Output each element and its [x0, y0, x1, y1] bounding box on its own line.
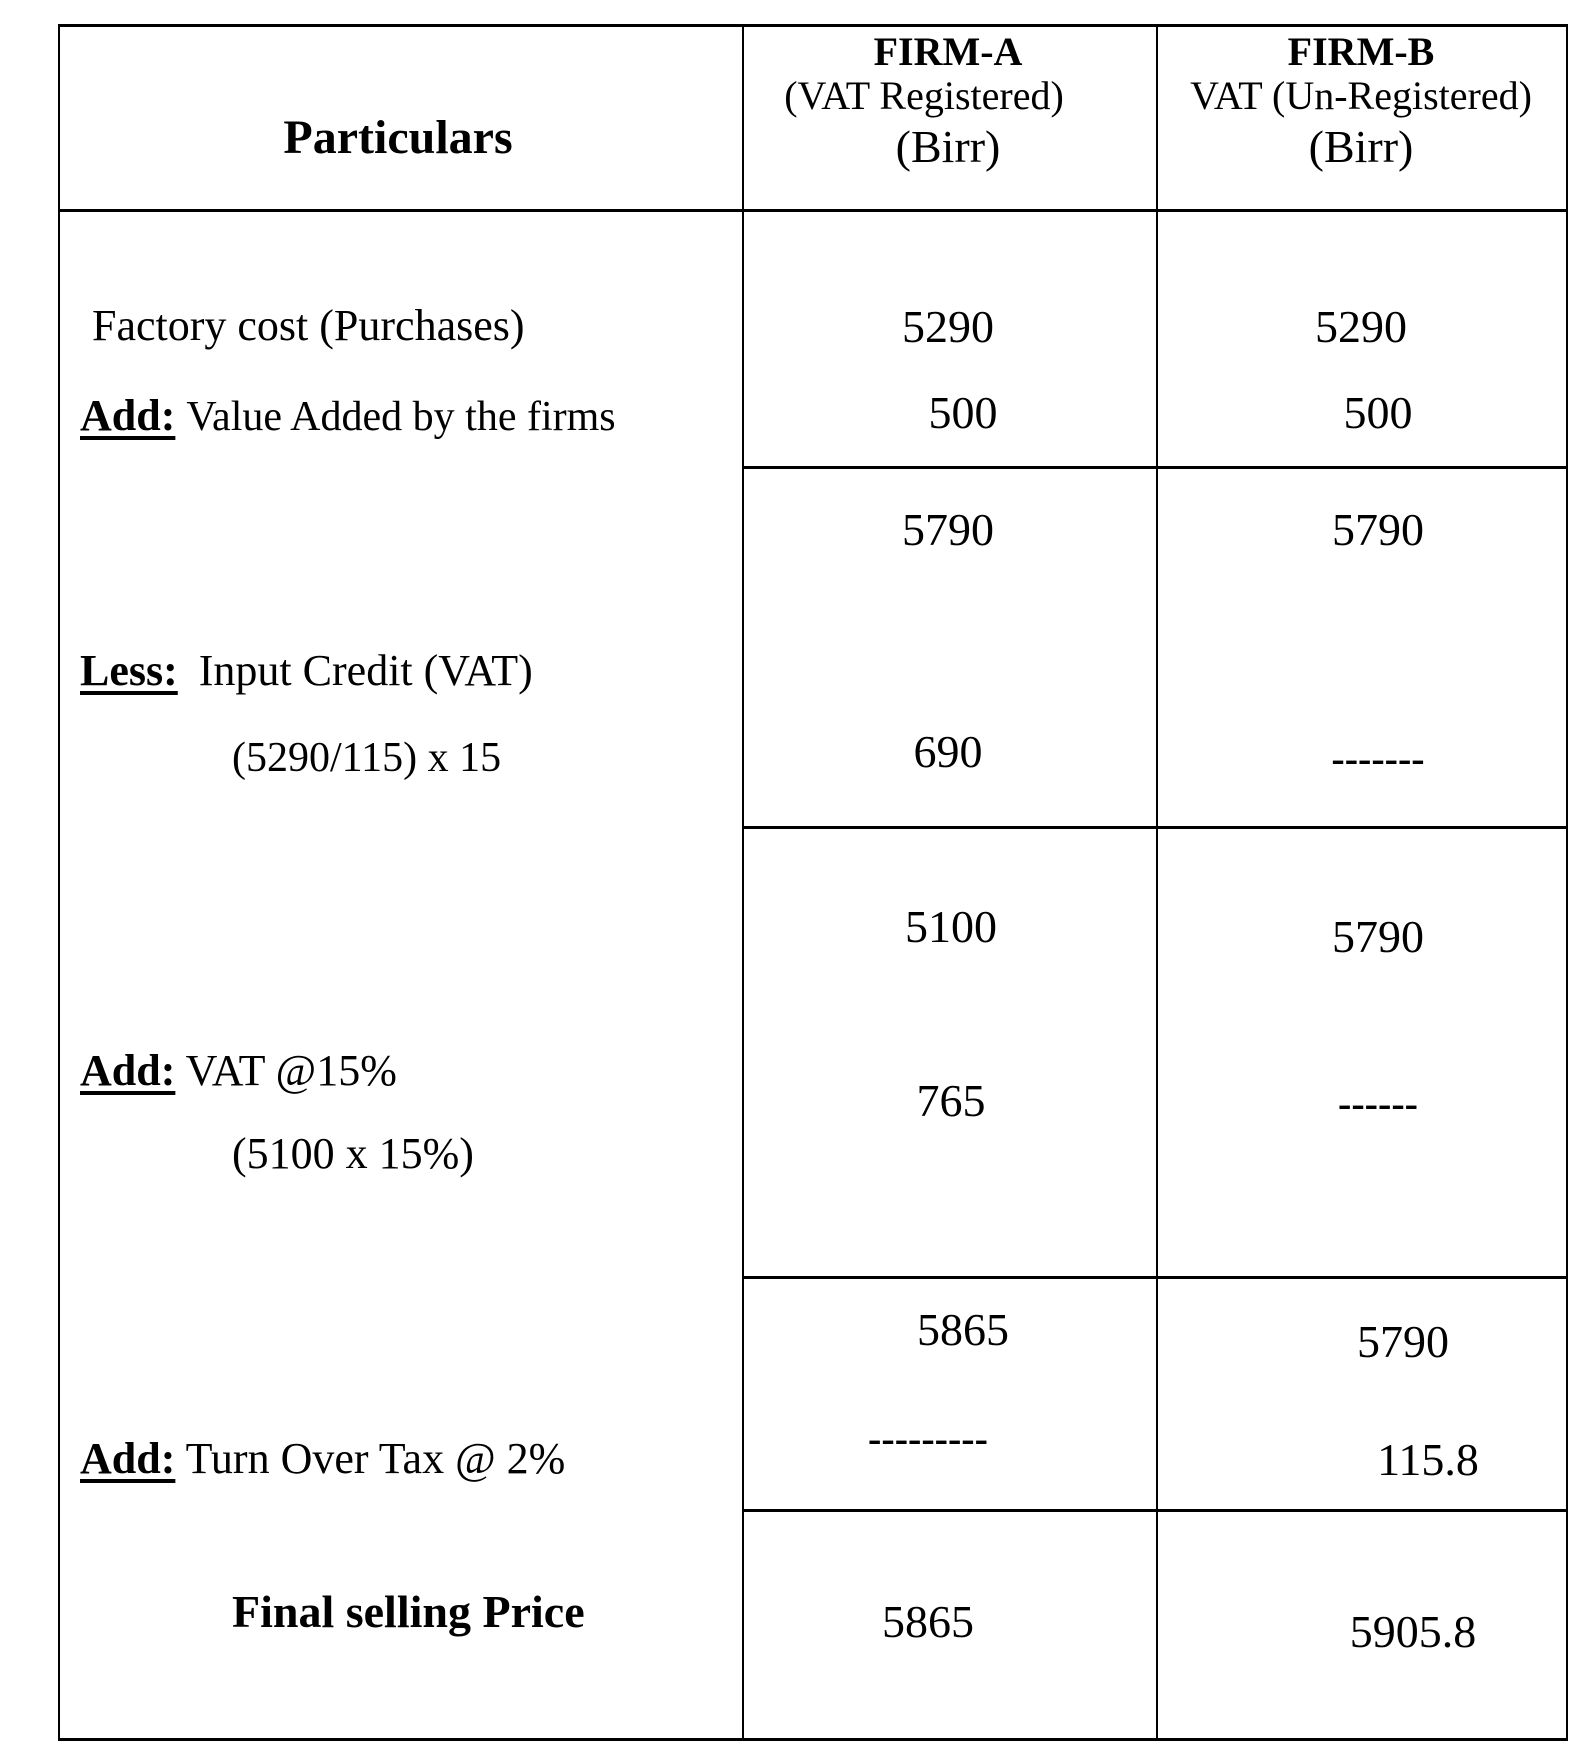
label-input-credit-text: Input Credit (VAT) — [198, 646, 533, 695]
firm-b-subtotal-3: 5790 — [1357, 1316, 1449, 1367]
row-divider-3 — [742, 1276, 1568, 1279]
row-divider-1 — [742, 466, 1568, 469]
firm-a-input-credit: 690 — [913, 726, 983, 777]
label-vat — [80, 1046, 397, 1095]
header-firm-a-name: FIRM-A — [873, 29, 1023, 74]
firm-a-subtotal-1: 5790 — [902, 504, 994, 555]
keyword-add: Add: — [80, 1046, 176, 1095]
label-final-selling-price: Final selling Price — [232, 1586, 585, 1637]
firm-b-subtotal-2: 5790 — [1332, 911, 1424, 962]
firm-a-turnover-tax: --------- — [868, 1416, 988, 1461]
table-border-bottom — [58, 1738, 1568, 1741]
firm-a-subtotal-2: 5100 — [905, 901, 997, 952]
firm-b-factory-cost: 5290 — [1315, 301, 1407, 352]
firm-b-turnover-tax: 115.8 — [1377, 1434, 1479, 1485]
firm-a-final-price: 5865 — [882, 1596, 974, 1647]
label-vat-text: VAT @15% — [185, 1046, 397, 1095]
header-firm-b-status: VAT (Un-Registered) — [1190, 73, 1532, 118]
keyword-add: Add: — [80, 1434, 176, 1483]
firm-b-value-added: 500 — [1343, 387, 1413, 438]
row-divider-2 — [742, 826, 1568, 829]
firm-a-value-added: 500 — [928, 387, 998, 438]
firm-a-subtotal-3: 5865 — [917, 1304, 1009, 1355]
header-firm-b-unit: (Birr) — [1308, 121, 1414, 172]
header-divider — [58, 209, 1568, 212]
header-particulars: Particulars — [283, 111, 513, 164]
label-factory-cost: Factory cost (Purchases) — [92, 301, 525, 350]
firm-b-input-credit: ------- — [1331, 736, 1425, 781]
keyword-less: Less: — [80, 646, 178, 695]
vat-comparison-table — [58, 24, 1568, 1740]
row-divider-4 — [742, 1509, 1568, 1512]
firm-a-factory-cost: 5290 — [902, 301, 994, 352]
label-turnover-tax-text: Turn Over Tax @ 2% — [185, 1434, 566, 1483]
firm-a-vat: 765 — [916, 1075, 986, 1126]
firm-b-vat: ------ — [1338, 1081, 1418, 1126]
firm-b-final-price: 5905.8 — [1349, 1606, 1477, 1657]
keyword-add: Add: — [80, 391, 176, 440]
column-divider-2 — [1156, 24, 1158, 1740]
table-border-top — [58, 24, 1568, 27]
label-input-credit — [80, 646, 533, 695]
label-value-added — [80, 391, 616, 440]
firm-b-subtotal-1: 5790 — [1332, 504, 1424, 555]
header-firm-a-unit: (Birr) — [895, 121, 1001, 172]
label-turnover-tax — [80, 1434, 566, 1483]
header-firm-b-name: FIRM-B — [1287, 29, 1435, 74]
table-border-right — [1566, 24, 1568, 1740]
formula-vat: (5100 x 15%) — [232, 1129, 474, 1178]
header-firm-a-status: (VAT Registered) — [784, 73, 1064, 118]
label-value-added-text: Value Added by the firms — [186, 394, 616, 440]
column-divider-1 — [742, 24, 744, 1740]
table-border-left — [58, 24, 60, 1740]
formula-input-credit: (5290/115) x 15 — [232, 735, 502, 781]
